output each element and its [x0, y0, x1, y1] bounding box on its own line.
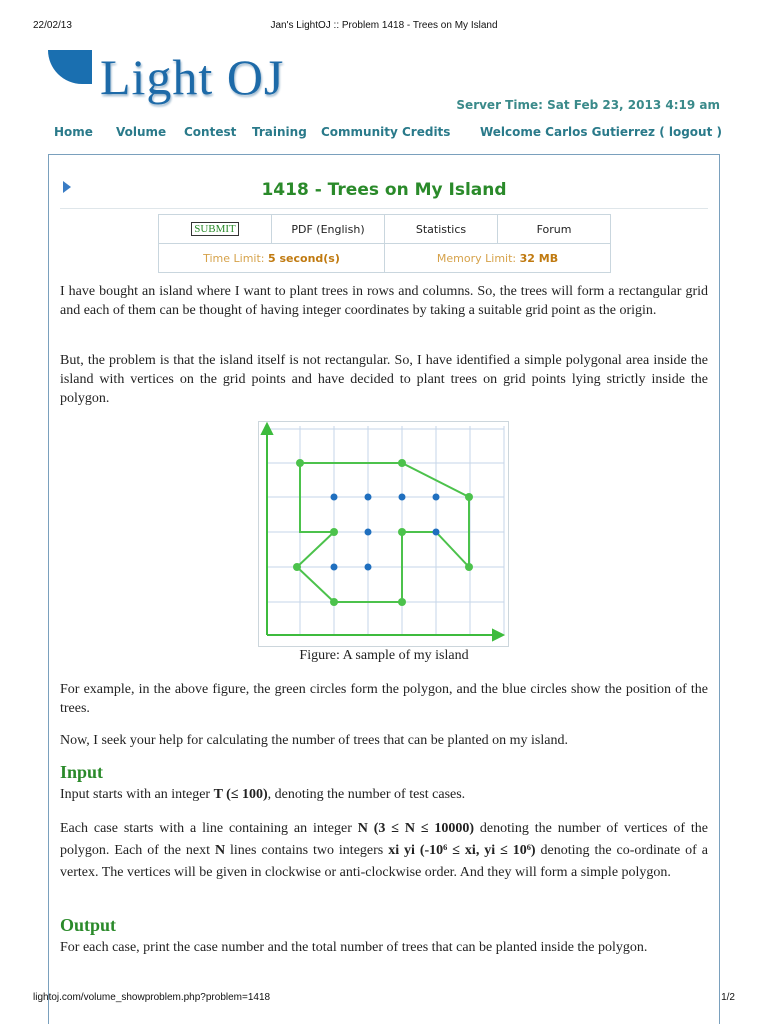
paragraph-2: But, the problem is that the island itself is not rectangular. So, I have identified a simple polygonal area inside the island with vertices on the grid points and have decided to plant trees on grid points lying strictly inside the polygon. [60, 353, 708, 406]
text-run: denoting the co-ordinate of a vertex. The vertices will be given in clockwise or anti-clockwise order. And they will form a simple polygon. [60, 843, 708, 880]
figure-caption: Figure: A sample of my island [299, 648, 469, 663]
divider [60, 208, 708, 209]
input-paragraph-2 [60, 818, 708, 884]
paragraph-4: Now, I seek your help for calculating the number of trees that can be planted on my island. [60, 733, 568, 748]
print-header [0, 0, 768, 31]
text-run: Input starts with an integer [60, 787, 214, 802]
paragraph-3: For example, in the above figure, the green circles form the polygon, and the blue circles show the position of the trees. [60, 682, 708, 716]
print-date: 22/02/13 [33, 20, 72, 31]
math-t: T (≤ 100) [213, 787, 268, 802]
memory-limit-label: Memory Limit: [436, 251, 517, 265]
site-logo[interactable] [48, 50, 328, 120]
paragraph-1: I have bought an island where I want to plant trees in rows and columns. So, the trees will form a rectangular grid and each of them can be thought of having integer coordinates by taking a suitable grid point as the origin. [60, 284, 708, 318]
output-paragraph-1: For each case, print the case number and the total number of trees that can be planted inside the polygon. [60, 940, 648, 955]
print-title: Jan's LightOJ :: Problem 1418 - Trees on My Island [270, 20, 498, 31]
nav-contest[interactable]: Contest [184, 125, 237, 139]
math-xy: xi yi (-10⁶ ≤ xi, yi ≤ 10⁶) [388, 843, 536, 858]
input-heading: Input [60, 762, 104, 782]
math-n: N (3 ≤ N ≤ 10000) [357, 821, 475, 836]
logo-icon [48, 50, 92, 84]
nav-home[interactable]: Home [54, 125, 93, 139]
memory-limit-value: 32 MB [519, 251, 559, 265]
island-figure [258, 421, 509, 647]
text-run: , denoting the number of test cases. [267, 787, 466, 802]
welcome-logout[interactable]: Welcome Carlos Gutierrez ( logout ) [479, 125, 722, 139]
nav-volume[interactable]: Volume [116, 125, 167, 139]
logo-text: Light OJ [100, 49, 285, 105]
problem-meta-table [158, 214, 611, 273]
print-page-number: 1/2 [721, 992, 735, 1003]
text-run: Each case starts with a line containing an integer [60, 821, 358, 836]
server-time: Server Time: Sat Feb 23, 2013 4:19 am [456, 98, 720, 112]
print-url: lightoj.com/volume_showproblem.php?problem=1418 [33, 992, 271, 1003]
text-run: lines contains two integers [225, 843, 389, 858]
memory-limit [385, 244, 611, 273]
nav-training[interactable]: Training [252, 125, 307, 139]
output-heading: Output [60, 915, 117, 935]
submit-button[interactable]: SUBMIT [191, 222, 239, 236]
time-limit-value: 5 second(s) [268, 251, 340, 265]
math-n: N [214, 843, 226, 858]
input-paragraph-1 [60, 785, 708, 804]
forum-link[interactable]: Forum [498, 215, 611, 244]
main-nav [54, 125, 722, 145]
text-run: denoting the number of vertices of the polygon. Each of the next [60, 821, 708, 858]
nav-community-credits[interactable]: Community Credits [321, 125, 451, 139]
time-limit [159, 244, 385, 273]
statistics-link[interactable]: Statistics [385, 215, 498, 244]
problem-title: 1418 - Trees on My Island [261, 180, 507, 200]
time-limit-label: Time Limit: [203, 251, 265, 265]
pdf-link[interactable]: PDF (English) [272, 215, 385, 244]
island-figure-svg [259, 422, 508, 646]
